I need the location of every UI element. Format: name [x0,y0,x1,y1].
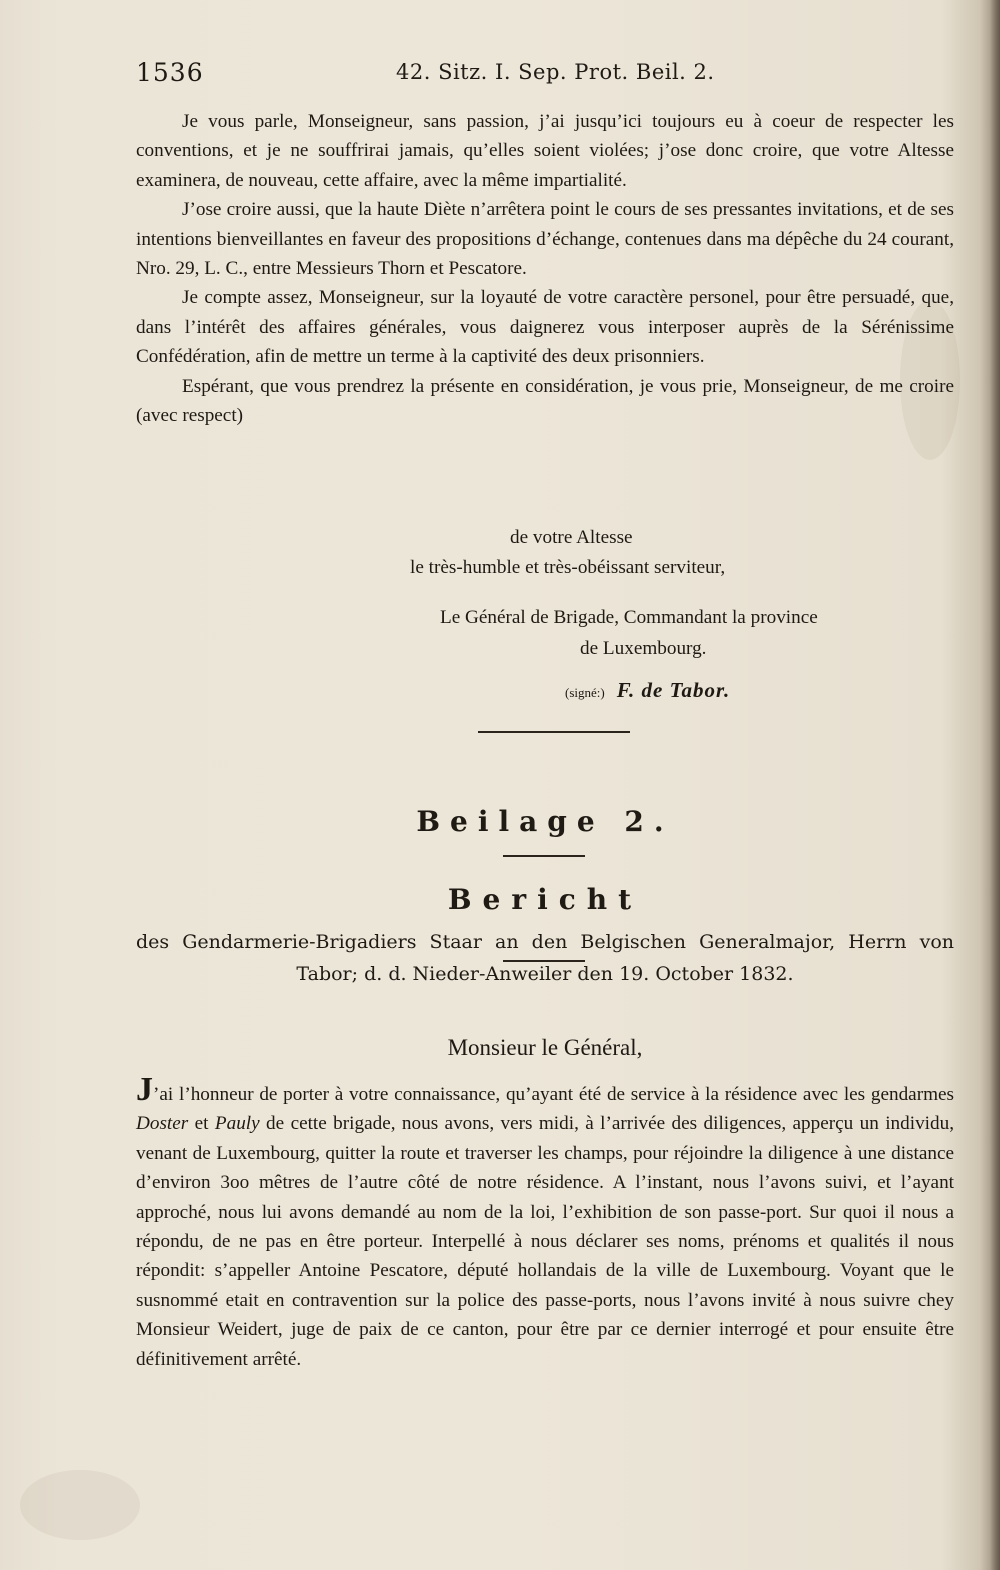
subtitle-divider [503,960,585,962]
report-text: et [188,1113,215,1135]
signature-line [565,678,730,703]
appendix-title: Beilage 2. [416,805,674,838]
report-heading: Bericht [447,883,643,916]
closing-line: Le Général de Brigade, Commandant la province [440,607,818,628]
report-salutation: Monsieur le Général, [447,1035,643,1060]
closing-line: de votre Altesse [510,527,633,548]
report-text: ’ai l’honneur de porter à votre connaissance, qu’ayant été de service à la résidence avec les gendarmes [153,1084,954,1105]
signatory-name: F. de Tabor. [616,678,731,702]
report-body [136,1071,954,1374]
letter-paragraph: J’ose croire aussi, que la haute Diète n’arrêtera point le cours de ses pressantes invitations, et de ses intentions bienveillantes en faveur des propositions d’échange, contenues dans ma dépêche du 24 courant, Nro. 29, L. C., entre Messieurs Thorn et Pescatore. [136,199,954,280]
letter-paragraph: Je compte assez, Monseigneur, sur la loyauté de votre caractère personel, pour être persuadé, que, dans l’intérêt des affaires générales, vous daignerez vous interposer auprès de la Sérénissime Confédération, afin de mettre un terme à la captivité des deux prisonniers. [136,287,954,368]
closing-line: de Luxembourg. [580,638,707,659]
gendarme-name: Doster [136,1113,189,1135]
book-spine-shadow [990,0,1000,1570]
signed-label: (signé:) [565,685,605,700]
page-header [136,58,952,92]
report-paragraph [136,1071,954,1374]
gendarme-name: Pauly [214,1113,260,1135]
report-subtitle: des Gendarmerie-Brigadiers Staar an den Belgischen Generalmajor, Herrn von Tabor; d. d. Nieder-Anweiler den 19. October 1832. [136,931,954,985]
section-divider [478,731,630,733]
letter-paragraph: Je vous parle, Monseigneur, sans passion, j’ai jusqu’ici toujours eu à coeur de respecter les conventions, et je ne souffrirai jamais, qu’elles soient violées; j’ose donc croire, que votre Altesse examinera, de nouveau, cette affaire, avec la même impartialité. [136,111,954,191]
running-head: 42. Sitz. I. Sep. Prot. Beil. 2. [396,60,715,84]
drop-initial: J [136,1071,153,1108]
letter-body [136,107,954,430]
title-divider [503,855,585,857]
paper-stain [20,1470,140,1540]
closing-line: le très-humble et très-obéissant serviteur, [410,557,726,578]
report-text: de cette brigade, nous avons, vers midi, à l’arrivée des diligences, apperçu un individu, venant de Luxembourg, quitter la route et traverser les champs, pour réjoindre la diligence à une distance d’environ 3oo mêtres de l’autre côté de notre résidence. A l’instant, nous l’avons suivi, et l’ayant approché, nous lui avons demandé au nom de la loi, l’exhibition de son passe-port. Sur quoi il nous a répondu, de ne pas en être porteur. Interpellé à nous déclarer ses noms, prénoms et qualités il nous répondit: s’appeller Antoine Pescatore, député hollandais de la ville de Luxembourg. Voyant que le susnommé etait en contravention sur la police des passe-ports, nous l’avons invité à nous suivre chey Monsieur Weidert, juge de paix de ce canton, pour être par ce dernier interrogé et pour ensuite être définitivement arrêté. [136,1113,954,1370]
letter-paragraph: Espérant, que vous prendrez la présente en considération, je vous prie, Monseigneur, de me croire (avec respect) [136,375,954,427]
page-number: 1536 [136,58,204,87]
